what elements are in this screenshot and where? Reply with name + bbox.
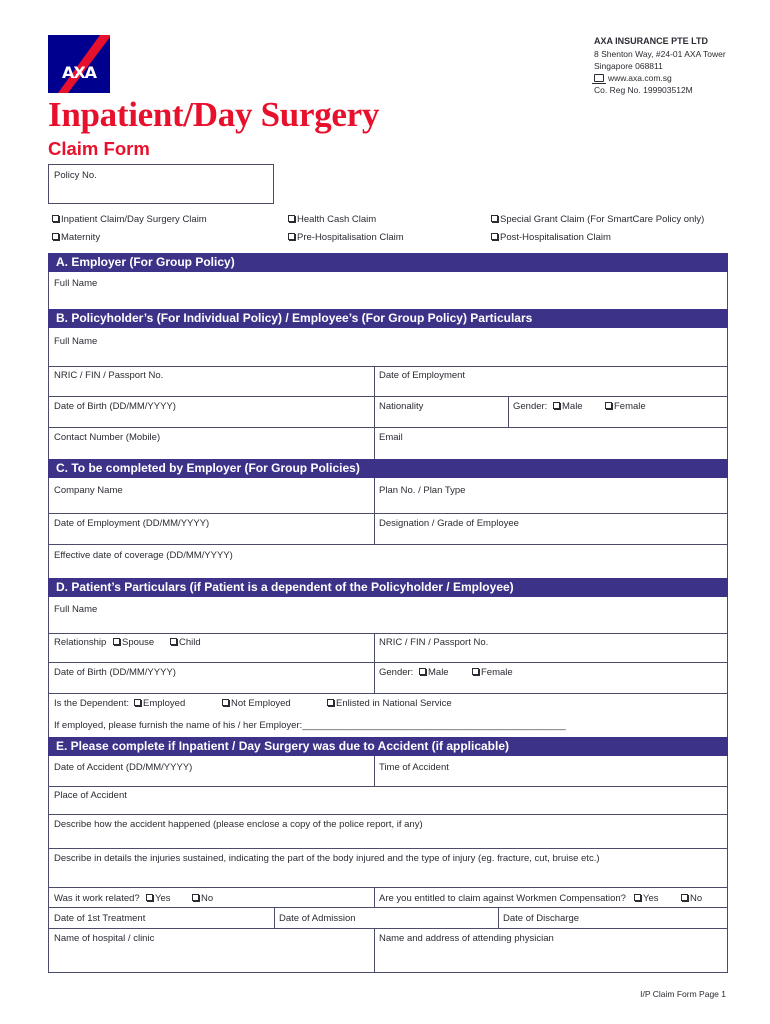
divider (374, 887, 375, 907)
claim-type-pre-hospitalisation[interactable]: Pre-Hospitalisation Claim (288, 232, 404, 243)
company-address-line1: 8 Shenton Way, #24-01 AXA Tower (594, 49, 726, 59)
checkbox[interactable] (327, 699, 334, 706)
divider (374, 366, 375, 459)
divider (48, 544, 728, 545)
section-c-header: C. To be completed by Employer (For Group Policies) (48, 459, 728, 478)
divider (374, 756, 375, 786)
checkbox[interactable] (634, 894, 641, 901)
divider (48, 366, 728, 367)
workmen-compensation-label: Are you entitled to claim against Workmen Compensation? (379, 893, 626, 904)
divider (374, 928, 375, 973)
company-address-line2: Singapore 068811 (594, 61, 663, 71)
divider (48, 887, 728, 888)
logo-text: AXA (61, 63, 97, 82)
work-related-yes-option[interactable]: Yes (146, 893, 171, 904)
checkbox[interactable] (605, 402, 612, 409)
form-title: Inpatient/Day Surgery (48, 95, 380, 134)
physician-label: Name and address of attending physician (379, 933, 554, 944)
accident-place-label: Place of Accident (54, 790, 127, 801)
patient-full-name-label: Full Name (54, 604, 98, 615)
checkbox[interactable] (288, 233, 295, 240)
gender-male-option[interactable]: Male (553, 401, 583, 412)
nric-label: NRIC / FIN / Passport No. (54, 370, 164, 381)
form-frame-left (48, 253, 49, 973)
computer-icon (594, 74, 604, 82)
gender-label: Gender: (513, 401, 548, 412)
checkbox[interactable] (192, 894, 199, 901)
claim-type-maternity[interactable]: Maternity (52, 232, 100, 243)
dependent-employed-option[interactable]: Employed (134, 698, 185, 709)
accident-date-label: Date of Accident (DD/MM/YYYY) (54, 762, 193, 773)
patient-nric-label: NRIC / FIN / Passport No. (379, 637, 489, 648)
section-a-header: A. Employer (For Group Policy) (48, 253, 728, 272)
workmen-yes-option[interactable]: Yes (634, 893, 659, 904)
claim-type-inpatient[interactable]: Inpatient Claim/Day Surgery Claim (52, 214, 207, 225)
checkbox[interactable] (681, 894, 688, 901)
patient-gender-label: Gender: (379, 667, 414, 678)
company-name: AXA INSURANCE PTE LTD (594, 36, 709, 46)
email-label: Email (379, 432, 403, 443)
divider (48, 848, 728, 849)
dob-label: Date of Birth (DD/MM/YYYY) (54, 401, 176, 412)
first-treatment-label: Date of 1st Treatment (54, 913, 146, 924)
employer-name-prompt: If employed, please furnish the name of his / her Employer:_______________________________________________________ (54, 720, 566, 731)
divider (48, 396, 728, 397)
section-e-header: E. Please complete if Inpatient / Day Surgery was due to Accident (if applicable) (48, 737, 728, 756)
dependent-label: Is the Dependent: (54, 698, 129, 709)
relationship-child-option[interactable]: Child (170, 637, 201, 648)
page-footer: I/P Claim Form Page 1 (640, 989, 726, 999)
checkbox[interactable] (222, 699, 229, 706)
relationship-spouse-option[interactable]: Spouse (113, 637, 154, 648)
checkbox[interactable] (472, 668, 479, 675)
divider (508, 396, 509, 427)
date-employment-label: Date of Employment (379, 370, 466, 381)
patient-dob-label: Date of Birth (DD/MM/YYYY) (54, 667, 176, 678)
divider (48, 814, 728, 815)
divider (498, 907, 499, 928)
accident-time-label: Time of Accident (379, 762, 449, 773)
checkbox[interactable] (491, 233, 498, 240)
gender-female-option[interactable]: Female (605, 401, 646, 412)
divider (48, 693, 728, 694)
designation-label: Designation / Grade of Employee (379, 518, 519, 529)
checkbox[interactable] (146, 894, 153, 901)
form-bottom-border (48, 972, 728, 973)
checkbox[interactable] (52, 233, 59, 240)
divider (48, 427, 728, 428)
form-frame-right (727, 253, 728, 973)
dependent-enlisted-option[interactable]: Enlisted in National Service (327, 698, 452, 709)
checkbox[interactable] (113, 638, 120, 645)
section-d-header: D. Patient’s Particulars (if Patient is a dependent of the Policyholder / Employee) (48, 578, 728, 597)
effective-date-label: Effective date of coverage (DD/MM/YYYY) (54, 550, 233, 561)
claim-type-health-cash[interactable]: Health Cash Claim (288, 214, 376, 225)
checkbox[interactable] (419, 668, 426, 675)
admission-date-label: Date of Admission (279, 913, 356, 924)
divider (48, 662, 728, 663)
accident-description-label: Describe how the accident happened (please enclose a copy of the police report, if any) (54, 819, 423, 830)
axa-logo (48, 35, 110, 93)
divider (48, 907, 728, 908)
employer-full-name-label: Full Name (54, 278, 98, 289)
employer-name-line[interactable]: _______________________________________________________ (302, 720, 566, 731)
divider (48, 513, 728, 514)
patient-gender-male-option[interactable]: Male (419, 667, 449, 678)
dependent-not-employed-option[interactable]: Not Employed (222, 698, 291, 709)
work-related-no-option[interactable]: No (192, 893, 213, 904)
claim-type-special-grant[interactable]: Special Grant Claim (For SmartCare Policy only) (491, 214, 704, 225)
injuries-description-label: Describe in details the injuries sustained, indicating the part of the body injured and the type of injury (eg. fracture, cut, bruise etc.) (54, 853, 600, 864)
claim-type-post-hospitalisation[interactable]: Post-Hospitalisation Claim (491, 232, 611, 243)
plan-label: Plan No. / Plan Type (379, 485, 466, 496)
divider (374, 633, 375, 693)
workmen-no-option[interactable]: No (681, 893, 702, 904)
patient-gender-female-option[interactable]: Female (472, 667, 513, 678)
checkbox[interactable] (170, 638, 177, 645)
relationship-label: Relationship (54, 637, 107, 648)
divider (48, 633, 728, 634)
company-info (594, 35, 726, 96)
hospital-name-label: Name of hospital / clinic (54, 933, 155, 944)
policyholder-full-name-label: Full Name (54, 336, 98, 347)
divider (374, 478, 375, 544)
employment-date-label: Date of Employment (DD/MM/YYYY) (54, 518, 210, 529)
section-b-header: B. Policyholder’s (For Individual Policy) / Employee’s (For Group Policy) Particulars (48, 309, 728, 328)
company-website: www.axa.com.sg (608, 73, 672, 83)
checkbox[interactable] (52, 215, 59, 222)
checkbox[interactable] (491, 215, 498, 222)
divider (48, 786, 728, 787)
company-name-label: Company Name (54, 485, 123, 496)
policy-number-label: Policy No. (54, 170, 97, 181)
form-subtitle: Claim Form (48, 138, 150, 159)
checkbox[interactable] (553, 402, 560, 409)
nationality-label: Nationality (379, 401, 424, 412)
contact-label: Contact Number (Mobile) (54, 432, 161, 443)
divider (48, 928, 728, 929)
discharge-date-label: Date of Discharge (503, 913, 580, 924)
checkbox[interactable] (288, 215, 295, 222)
work-related-label: Was it work related? (54, 893, 140, 904)
checkbox[interactable] (134, 699, 141, 706)
divider (274, 907, 275, 928)
company-reg-no: Co. Reg No. 199903512M (594, 85, 693, 95)
